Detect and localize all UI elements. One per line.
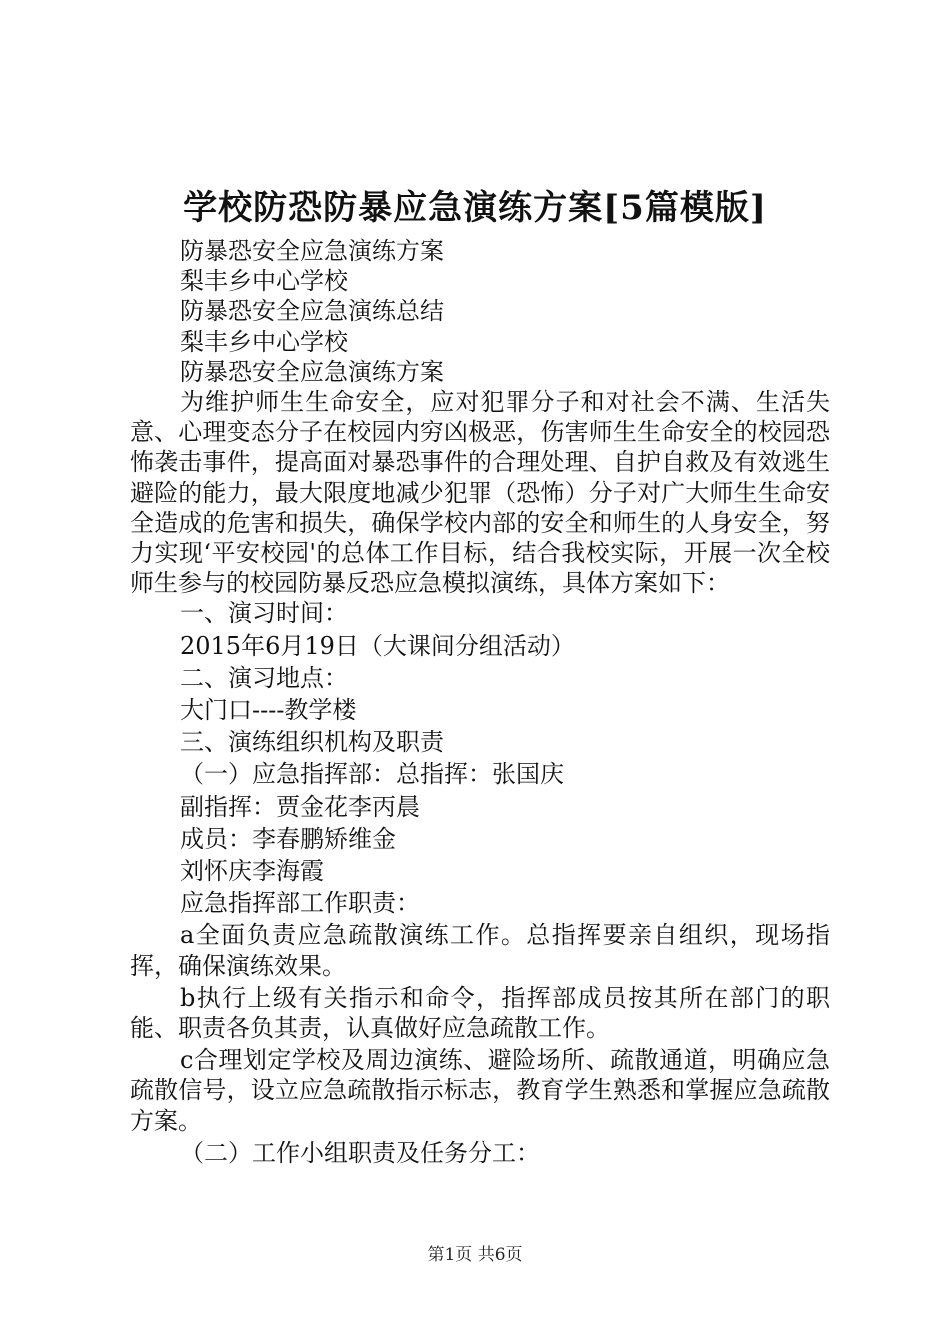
paragraph: 2015年6月19日（大课间分组活动） [180,631,575,660]
paragraph: 梨丰乡中心学校 [180,327,348,356]
document-title: 学校防恐防暴应急演练方案[5篇模版] [183,188,767,228]
paragraph: a全面负责应急疏散演练工作。总指挥要亲自组织，现场指挥，确保演练效果。 [130,921,830,980]
section-heading: 二、演习地点： [180,663,348,692]
paragraph: 防暴恐安全应急演练总结 [180,297,444,326]
paragraph: 为维护师生生命安全，应对犯罪分子和对社会不满、生活失意、心理变态分子在校园内穷凶极恶，伤害师生生命安全的校园恐怖袭击事件，提高面对暴恐事件的合理处理、自护自救及有效逃生避险的能力，最大限度地减少犯罪（恐怖）分子对广大师生生命安全造成的危害和损失，确保学校内部的安全和师生的人身安全，努力实现‘平安校园'的总体工作目标，结合我校实际，开展一次全校师生参与的校园防暴反恐应急模拟演练，具体方案如下： [130,388,830,598]
paragraph: 成员：李春鹏矫维金 [180,824,396,853]
paragraph: 副指挥：贾金花李丙晨 [180,792,420,821]
section-heading: 一、演习时间： [180,599,348,628]
paragraph: 大门口----教学楼 [180,696,357,725]
paragraph: 刘怀庆李海霞 [180,857,324,886]
paragraph: b执行上级有关指示和命令，指挥部成员按其所在部门的职能、职责各负其责，认真做好应急疏散工作。 [130,983,830,1043]
paragraph: （一）应急指挥部：总指挥：张国庆 [180,760,564,789]
paragraph: c合理划定学校及周边演练、避险场所、疏散通道，明确应急疏散信号，设立应急疏散指示标志，教育学生熟悉和掌握应急疏散方案。 [130,1046,830,1135]
paragraph: 梨丰乡中心学校 [180,267,348,296]
page-number: 第1页 共6页 [427,1245,523,1265]
paragraph: 应急指挥部工作职责： [180,889,420,918]
paragraph: 防暴恐安全应急演练方案 [180,357,444,386]
paragraph: 防暴恐安全应急演练方案 [180,237,444,265]
document-body [130,236,830,1168]
section-heading: （二）工作小组职责及任务分工： [180,1138,540,1167]
section-heading: 三、演练组织机构及职责 [180,728,444,757]
